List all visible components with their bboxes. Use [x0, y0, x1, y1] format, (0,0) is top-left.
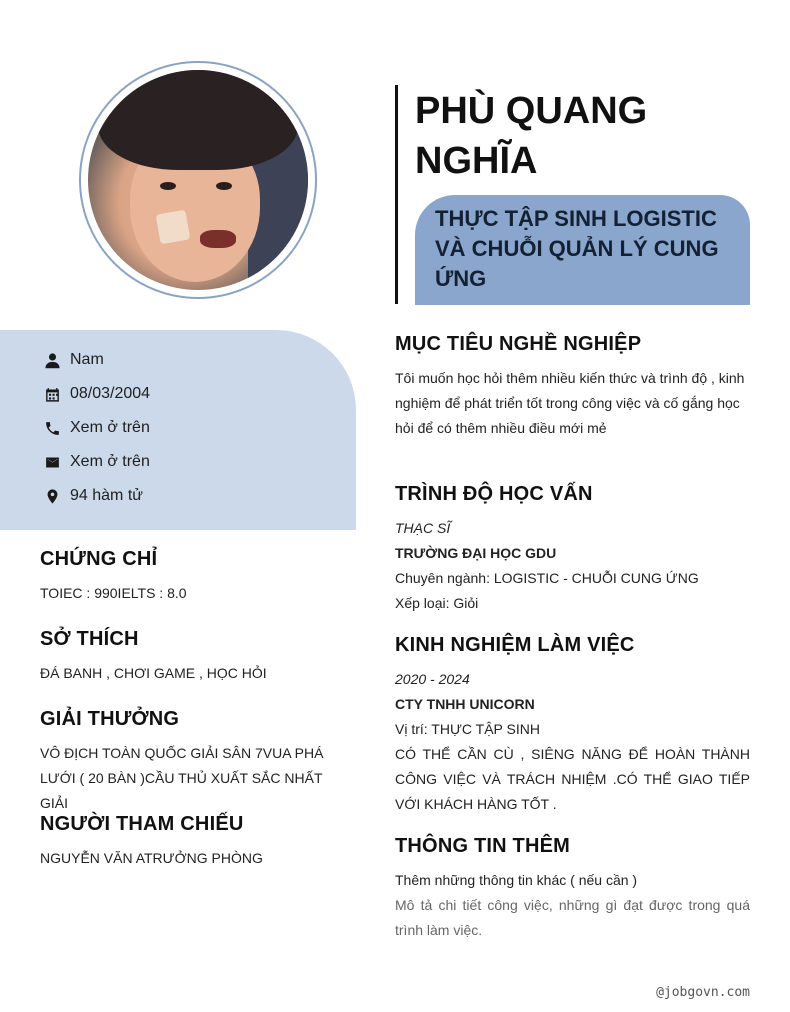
extra-info-line: Thêm những thông tin khác ( nếu cần ) — [395, 872, 638, 888]
hobbies-text: ĐÁ BANH , CHƠI GAME , HỌC HỎI — [40, 665, 267, 681]
candidate-name: PHÙ QUANG NGHĨA — [415, 90, 648, 182]
experience-section — [395, 634, 750, 817]
awards-section — [40, 708, 350, 816]
email-value: Xem ở trên — [70, 453, 150, 470]
contact-phone — [43, 419, 150, 437]
birthday-value: 08/03/2004 — [70, 385, 151, 402]
contact-address — [43, 487, 143, 505]
extra-info-section — [395, 835, 750, 943]
certificates-text: TOIEC : 990IELTS : 8.0 — [40, 585, 187, 601]
references-text: NGUYỄN VĂN ATRƯỞNG PHÒNG — [40, 850, 263, 866]
contact-email — [43, 453, 150, 471]
contact-gender — [43, 351, 104, 369]
calendar-icon — [43, 385, 61, 403]
experience-period: 2020 - 2024 — [395, 671, 470, 687]
name-accent-bar — [395, 85, 398, 304]
contact-panel — [0, 330, 356, 530]
extra-info-description: Mô tả chi tiết công việc, những gì đạt được trong quá trình làm việc. — [395, 897, 750, 938]
mail-icon — [43, 453, 61, 471]
section-title: MỤC TIÊU NGHỀ NGHIỆP — [395, 333, 642, 355]
education-degree: THẠC SĨ — [395, 520, 451, 536]
contact-birthday — [43, 385, 150, 403]
person-icon — [43, 351, 61, 369]
education-school: TRƯỜNG ĐẠI HỌC GDU — [395, 545, 557, 561]
education-major: Chuyên ngành: LOGISTIC - CHUỖI CUNG ỨNG — [395, 570, 699, 586]
candidate-role: THỰC TẬP SINH LOGISTIC VÀ CHUỖI QUẢN LÝ CUNG ỨNG — [435, 206, 719, 291]
objective-section — [395, 333, 750, 441]
references-section — [40, 813, 350, 871]
section-title: TRÌNH ĐỘ HỌC VẤN — [395, 483, 593, 505]
section-title: NGƯỜI THAM CHIẾU — [40, 813, 244, 835]
section-title: KINH NGHIỆM LÀM VIỆC — [395, 634, 635, 656]
phone-value: Xem ở trên — [70, 419, 150, 436]
avatar — [88, 70, 308, 290]
gender-value: Nam — [70, 351, 104, 368]
location-pin-icon — [43, 487, 61, 505]
address-value: 94 hàm tử — [70, 487, 143, 504]
section-title: GIẢI THƯỞNG — [40, 708, 180, 730]
experience-company: CTY TNHH UNICORN — [395, 696, 535, 712]
awards-text: VÔ ĐỊCH TOÀN QUỐC GIẢI SÂN 7VUA PHÁ LƯỚI ( 20 BÀN )CẦU THỦ XUẤT SẮC NHẤT GIẢI — [40, 745, 324, 811]
phone-icon — [43, 419, 61, 437]
footer-credit: @jobgovn.com — [656, 985, 750, 1000]
education-grade: Xếp loại: Giỏi — [395, 595, 479, 611]
role-box — [415, 195, 750, 305]
experience-description: CÓ THỂ CẦN CÙ , SIÊNG NĂNG ĐỂ HOÀN THÀNH CÔNG VIỆC VÀ TRÁCH NHIỆM .CÓ THỂ GIAO TIẾP VỚI KHÁCH HÀNG TỐT . — [395, 746, 750, 812]
experience-position: Vị trí: THỰC TẬP SINH — [395, 721, 540, 737]
certificates-section — [40, 548, 350, 606]
hobbies-section — [40, 628, 350, 686]
section-title: SỞ THÍCH — [40, 628, 139, 650]
section-title: THÔNG TIN THÊM — [395, 835, 571, 857]
section-title: CHỨNG CHỈ — [40, 548, 158, 570]
objective-text: Tôi muốn học hỏi thêm nhiều kiến thức và trình độ , kinh nghiệm để phát triển tốt trong công việc và cố gắng học hỏi để có thêm nhiều điều mới mẻ — [395, 370, 745, 436]
education-section — [395, 483, 750, 616]
